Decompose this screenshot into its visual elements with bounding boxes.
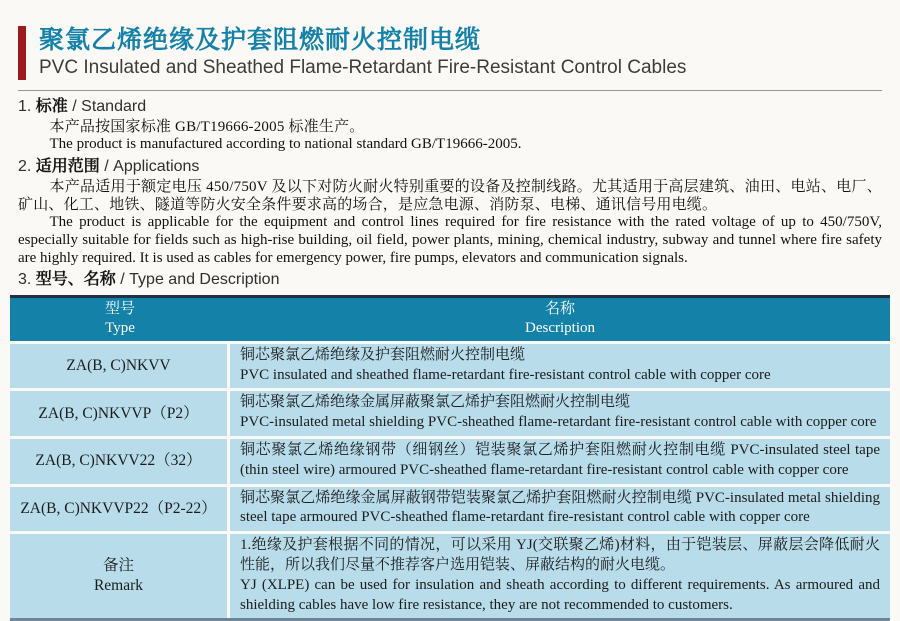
section-title-en: / Standard — [72, 97, 147, 115]
header-description-zh: 名称 — [544, 301, 575, 318]
remark-label-cell — [10, 534, 227, 618]
description-zh: 铜芯聚氯乙烯绝缘金属屏蔽钢带铠装聚氯乙烯护套阻燃耐火控制电缆 — [240, 489, 692, 506]
page-title-en: PVC Insulated and Sheathed Flame-Retardant Fire-Resistant Control Cables — [39, 56, 687, 78]
description-cell — [230, 391, 890, 436]
cable-type-table — [10, 295, 890, 621]
section-heading-standard — [18, 97, 882, 117]
page-content — [18, 97, 882, 291]
type-cell: ZA(B, C)NKVV22（32） — [10, 439, 227, 484]
standard-text-zh: 本产品按国家标准 GB/T19666-2005 标准生产。 — [49, 118, 365, 135]
section-title-zh: 型号、名称 — [35, 271, 116, 289]
applications-text-zh: 本产品适用于额定电压 450/750V 及以下对防火耐火特别重要的设备及控制线路。尤其适用于高层建筑、油田、电站、电厂、矿山、化工、地铁、隧道等防火安全条件要求高的场合，是应急电源、消防泵、电梯、通讯信号用电缆。 — [18, 178, 882, 213]
standard-text-en: The product is manufactured according to national standard GB/T19666-2005. — [49, 136, 522, 153]
type-cell: ZA(B, C)NKVVP22（P2-22） — [10, 487, 227, 532]
header-cell-description — [230, 300, 890, 338]
table-row — [10, 487, 890, 532]
description-en: PVC-insulated metal shielding steel tape armoured PVC-sheathed flame-retardant fire-resistant control cable with copper core — [240, 489, 881, 526]
header-type-zh: 型号 — [104, 301, 135, 318]
section-heading-applications — [18, 157, 882, 177]
page-title-zh: 聚氯乙烯绝缘及护套阻燃耐火控制电缆 — [39, 26, 482, 54]
description-en: PVC insulated and sheathed flame-retardant fire-resistant control cable with copper core — [240, 366, 771, 383]
header-description-en: Description — [525, 320, 595, 337]
type-cell: ZA(B, C)NKVVP（P2） — [10, 391, 227, 436]
header-divider — [18, 90, 882, 91]
remark-label-zh: 备注 — [102, 557, 134, 575]
header-type-en: Type — [105, 320, 135, 337]
catalog-page — [0, 26, 900, 613]
table-row — [10, 391, 890, 436]
remark-row — [10, 534, 890, 618]
section-title-en: / Type and Description — [120, 271, 280, 289]
description-cell — [230, 344, 890, 389]
title-block — [18, 26, 882, 80]
section-number: 2. — [18, 157, 32, 175]
applications-text-en: The product is applicable for the equipment and control lines required for fire resistance with the rated voltage of up to 450/750V, especially suitable for fields such as high-rise building, oil field, power plants, mining, chemical industry, subway and tunnel where fire safety are highly required. It is used as cables for emergency power, fire pumps, elevators and communication signals. — [18, 214, 882, 266]
section-title-en: / Applications — [104, 157, 200, 175]
remark-text-cell — [230, 534, 890, 618]
section-number: 3. — [18, 271, 32, 289]
section-heading-type-description — [18, 270, 882, 290]
remark-text-en: YJ (XLPE) can be used for insulation and sheath according to different requirements. As armoured and shielding cables have low fire resistance, they are not recommended to customers. — [240, 576, 880, 613]
remark-label-en: Remark — [93, 577, 144, 595]
section-title-zh: 适用范围 — [35, 157, 100, 175]
description-text — [240, 441, 880, 481]
description-cell — [230, 487, 890, 532]
description-cell — [230, 439, 890, 484]
table-row — [10, 344, 890, 389]
section-title-zh: 标准 — [35, 97, 68, 115]
description-en: PVC-insulated steel tape (thin steel wire) armoured PVC-sheathed flame-retardant fire-resistant control cable with copper core — [240, 442, 880, 478]
type-cell: ZA(B, C)NKVV — [10, 344, 227, 389]
description-zh: 铜芯聚氯乙烯绝缘钢带（细钢丝）铠装聚氯乙烯护套阻燃耐火控制电缆 — [240, 442, 726, 459]
page-header — [18, 26, 882, 91]
description-en: PVC-insulated metal shielding PVC-sheathed flame-retardant fire-resistant control cable with copper core — [240, 414, 877, 431]
header-cell-type — [10, 300, 230, 338]
description-zh: 铜芯聚氯乙烯绝缘金属屏蔽聚氯乙烯护套阻燃耐火控制电缆 — [240, 394, 631, 411]
remark-text-zh: 1.绝缘及护套根据不同的情况，可以采用 YJ(交联聚乙烯)材料，由于铠装层、屏蔽层会降低耐火性能，所以我们尽量不推荐客户选用铠装、屏蔽结构的耐火电缆。 — [240, 537, 880, 574]
table-row — [10, 439, 890, 484]
description-zh: 铜芯聚氯乙烯绝缘及护套阻燃耐火控制电缆 — [240, 346, 526, 363]
table-header-row — [10, 298, 890, 341]
section-number: 1. — [18, 97, 32, 115]
description-text — [240, 489, 880, 529]
